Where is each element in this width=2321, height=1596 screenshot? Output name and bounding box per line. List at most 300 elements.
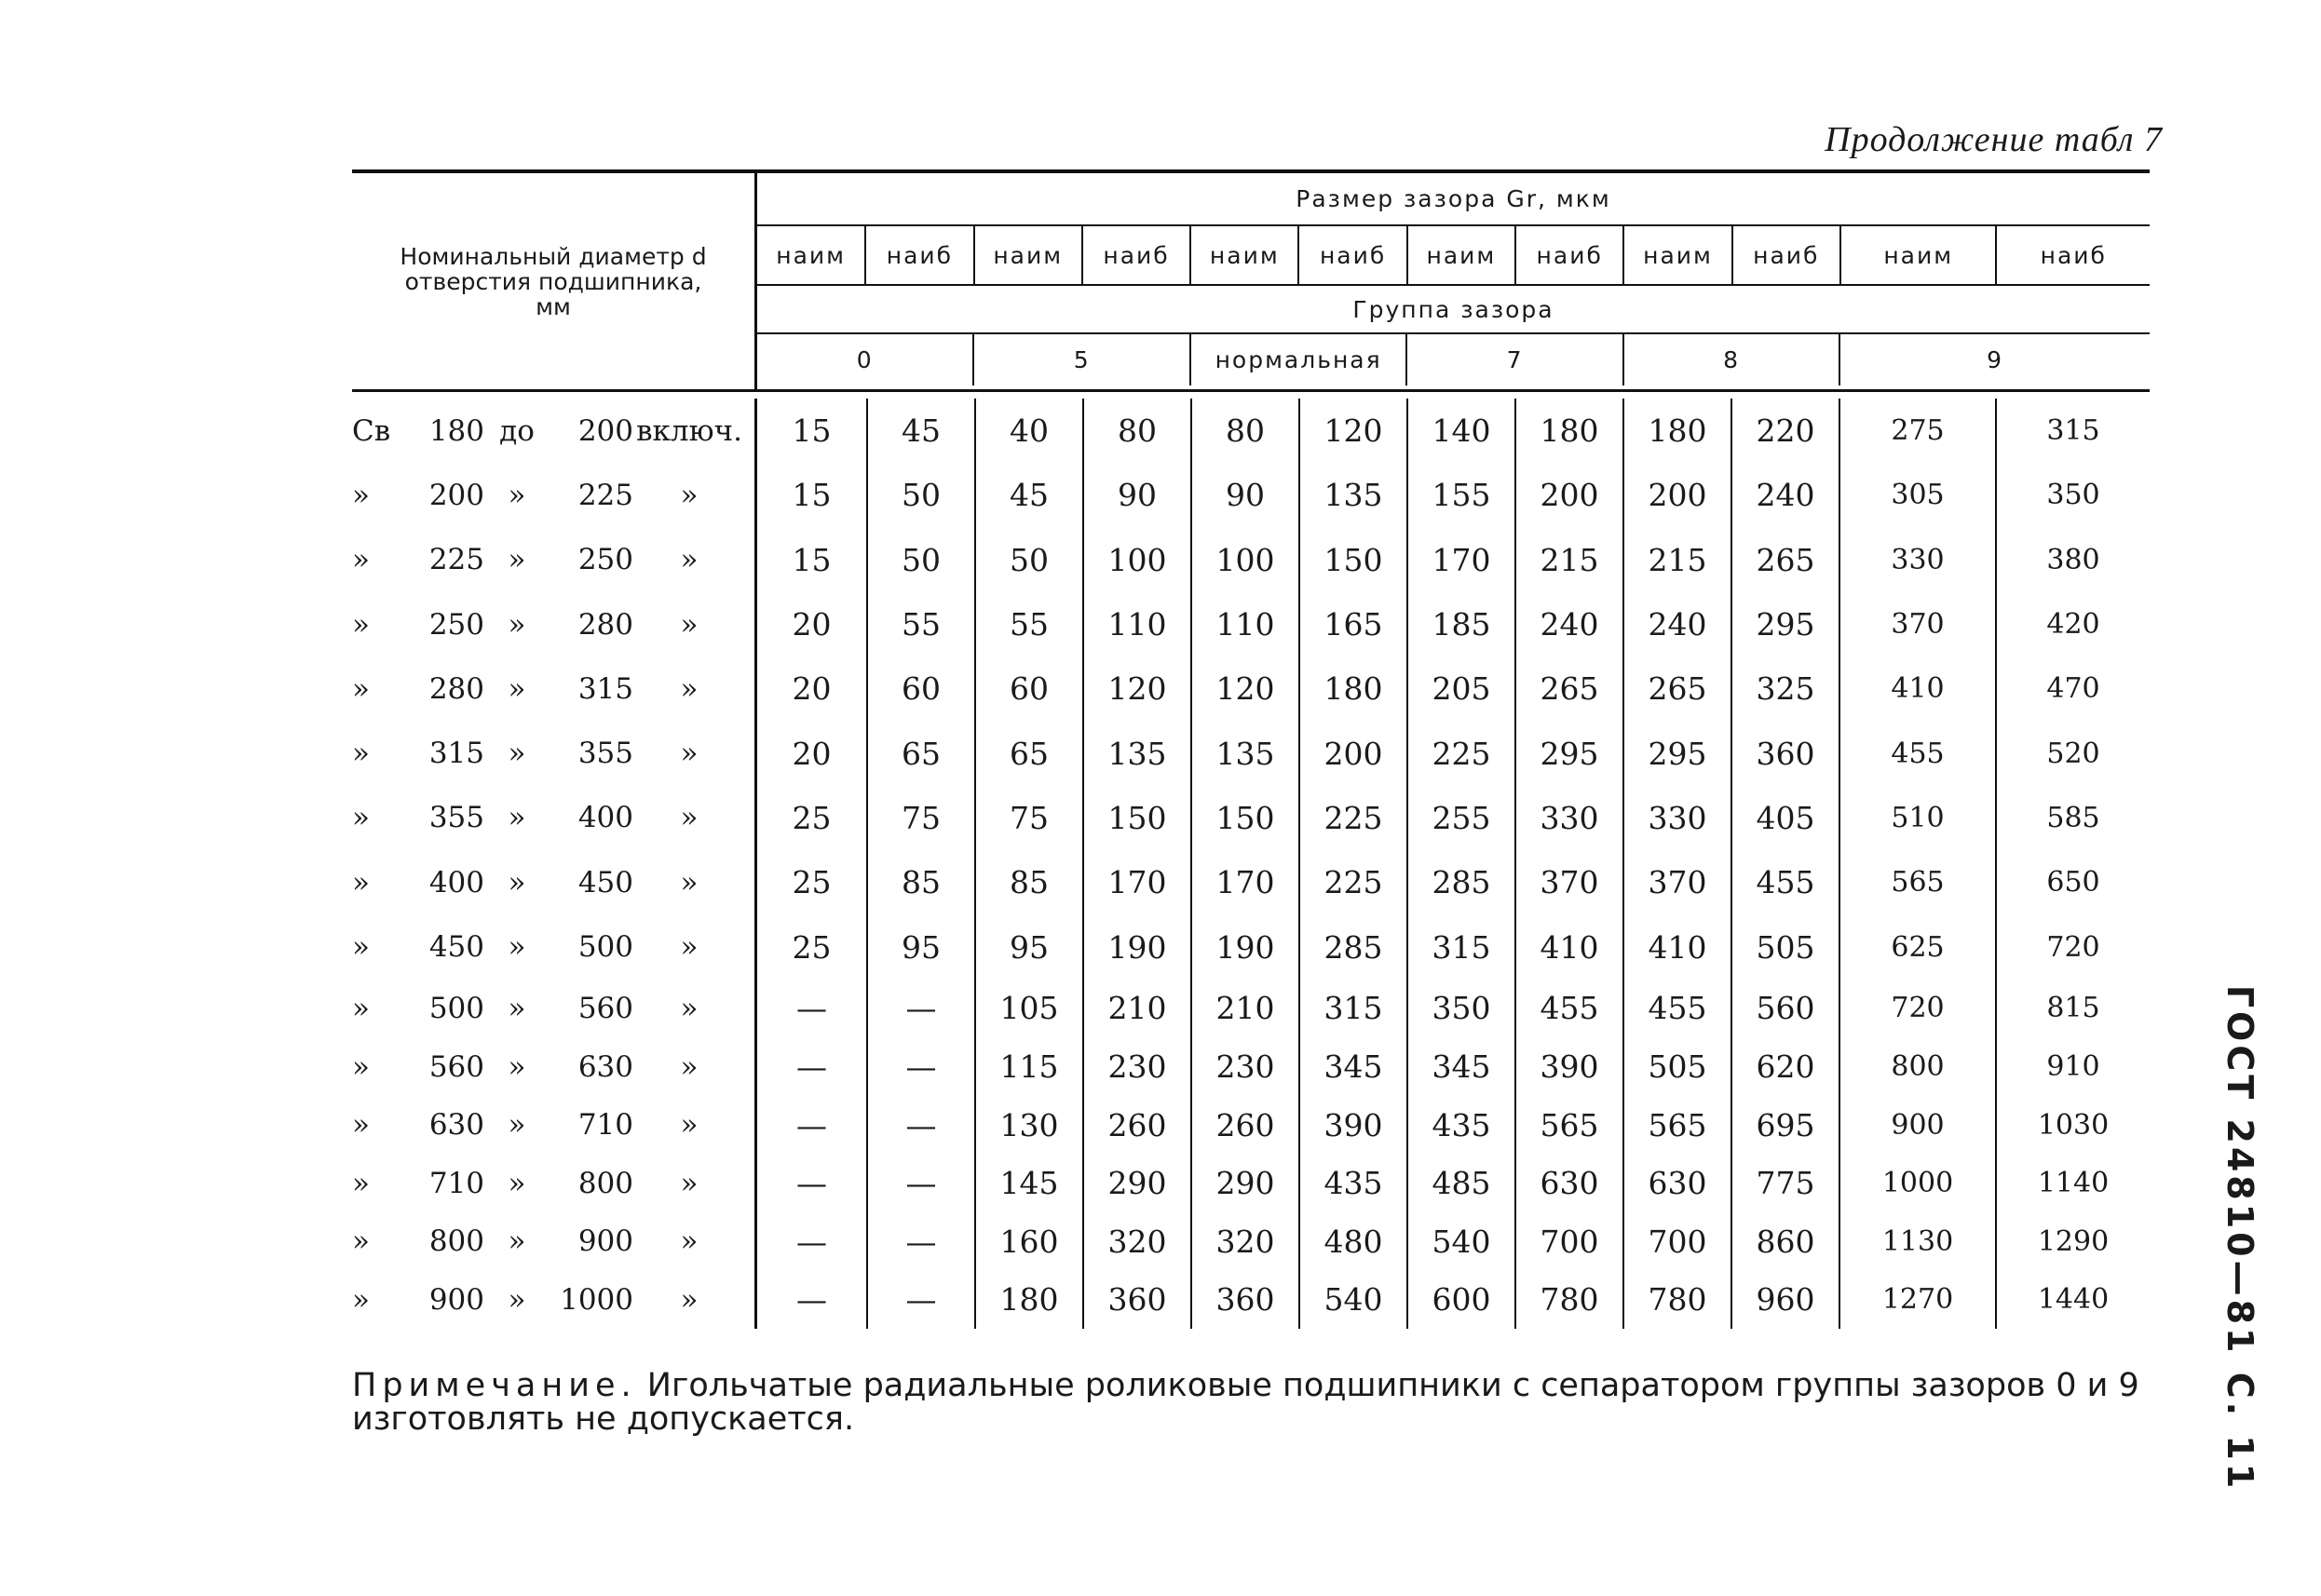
range-prefix: » xyxy=(352,478,370,512)
range-from: 250 xyxy=(428,607,484,642)
min-value: 230 xyxy=(1190,1037,1298,1096)
min-value: 485 xyxy=(1406,1154,1514,1212)
max-value: 720 xyxy=(1995,914,2150,979)
range-to-word: » xyxy=(508,930,526,965)
min-value: 180 xyxy=(1622,399,1731,463)
max-value: — xyxy=(866,1096,974,1155)
min-value: 20 xyxy=(792,735,832,772)
max-value: 150 xyxy=(1298,528,1406,592)
min-value: 700 xyxy=(1622,1212,1731,1271)
min-value: 15 xyxy=(792,413,832,450)
range-suffix: » xyxy=(680,1282,699,1317)
min-value: 370 xyxy=(1622,850,1731,914)
max-value: 295 xyxy=(1731,592,1839,656)
range-to: 500 xyxy=(577,930,633,965)
max-value: 350 xyxy=(1995,463,2150,527)
groups-header-row xyxy=(757,334,2150,385)
page-code-text: ГОСТ 24810—81 С. 11 xyxy=(2219,984,2260,1493)
max-header: наиб xyxy=(1081,226,1189,284)
min-value: 295 xyxy=(1622,721,1731,785)
table-row xyxy=(352,1154,2150,1212)
min-value: 170 xyxy=(1190,850,1298,914)
min-value: 210 xyxy=(1190,980,1298,1038)
max-value: 80 xyxy=(1082,399,1190,463)
max-value: 815 xyxy=(1995,980,2150,1038)
max-value: 320 xyxy=(1082,1212,1190,1271)
clearance-title: Размер зазора Gr, мкм xyxy=(1296,185,1611,212)
min-value: 900 xyxy=(1839,1096,1995,1155)
min-value: 260 xyxy=(1190,1096,1298,1155)
max-value: 360 xyxy=(1082,1271,1190,1330)
diameter-range xyxy=(352,463,757,527)
table-row xyxy=(352,1271,2150,1330)
diameter-range xyxy=(352,786,757,850)
range-to: 630 xyxy=(577,1049,633,1084)
range-to-word: » xyxy=(508,737,526,771)
range-suffix: » xyxy=(680,801,699,835)
max-value: 480 xyxy=(1298,1212,1406,1271)
min-value: 75 xyxy=(974,786,1082,850)
range-to: 400 xyxy=(577,801,633,835)
max-header: наиб xyxy=(1297,226,1405,284)
max-value: 65 xyxy=(866,721,974,785)
max-header: наиб xyxy=(1731,226,1839,284)
range-to: 800 xyxy=(577,1166,633,1200)
min-value: 370 xyxy=(1839,592,1995,656)
min-value: 305 xyxy=(1839,463,1995,527)
range-to: 200 xyxy=(577,413,633,448)
min-value: 225 xyxy=(1406,721,1514,785)
max-value: 410 xyxy=(1514,914,1622,979)
range-prefix: » xyxy=(352,991,370,1025)
range-prefix: » xyxy=(352,1224,370,1259)
note-label: Примечание. xyxy=(352,1367,637,1404)
range-prefix: » xyxy=(352,543,370,577)
table-row xyxy=(352,1212,2150,1271)
range-suffix: » xyxy=(680,737,699,771)
min-header: наим xyxy=(776,241,847,269)
min-value: 25 xyxy=(792,799,832,836)
min-value: 455 xyxy=(1622,980,1731,1038)
min-value: — xyxy=(796,990,827,1027)
min-header: наим xyxy=(1406,226,1514,284)
range-suffix: » xyxy=(680,1166,699,1200)
range-from: 355 xyxy=(428,801,484,835)
range-to-word: » xyxy=(508,671,526,706)
min-value: 55 xyxy=(974,592,1082,656)
max-value: 860 xyxy=(1731,1212,1839,1271)
max-value: 135 xyxy=(1082,721,1190,785)
range-suffix: » xyxy=(680,607,699,642)
range-suffix: » xyxy=(680,1224,699,1259)
max-value: 295 xyxy=(1514,721,1622,785)
min-value: 290 xyxy=(1190,1154,1298,1212)
range-to: 900 xyxy=(577,1224,633,1259)
max-value: 135 xyxy=(1298,463,1406,527)
min-value: 180 xyxy=(974,1271,1082,1330)
range-suffix: » xyxy=(680,671,699,706)
min-value: — xyxy=(796,1223,827,1260)
diameter-range xyxy=(352,656,757,721)
range-from: 225 xyxy=(428,543,484,577)
max-value: 225 xyxy=(1298,786,1406,850)
table-row xyxy=(352,656,2150,721)
table-row xyxy=(352,914,2150,979)
max-value: 95 xyxy=(866,914,974,979)
max-value: 700 xyxy=(1514,1212,1622,1271)
min-value: 1270 xyxy=(1839,1271,1995,1330)
max-value: 230 xyxy=(1082,1037,1190,1096)
min-value: 240 xyxy=(1622,592,1731,656)
min-header: наим xyxy=(1839,226,1996,284)
max-value: 225 xyxy=(1298,850,1406,914)
range-prefix: » xyxy=(352,801,370,835)
max-value: 540 xyxy=(1298,1271,1406,1330)
max-header: наиб xyxy=(1514,226,1622,284)
max-header: наиб xyxy=(864,226,972,284)
min-value: 315 xyxy=(1406,914,1514,979)
diameter-range xyxy=(352,1212,757,1271)
max-value: 90 xyxy=(1082,463,1190,527)
min-value: 100 xyxy=(1190,528,1298,592)
max-value: 50 xyxy=(866,463,974,527)
min-value: 800 xyxy=(1839,1037,1995,1096)
max-value: 285 xyxy=(1298,914,1406,979)
min-header: наим xyxy=(1189,226,1297,284)
table-row xyxy=(352,1037,2150,1096)
group-header: 8 xyxy=(1622,334,1839,385)
max-value: 315 xyxy=(1995,399,2150,463)
table-row xyxy=(352,399,2150,463)
range-prefix: » xyxy=(352,1108,370,1143)
max-value: 240 xyxy=(1514,592,1622,656)
diameter-header-line-1: Номинальный диаметр d xyxy=(400,242,707,270)
min-value: 60 xyxy=(974,656,1082,721)
table-row xyxy=(352,721,2150,785)
range-from: 710 xyxy=(428,1166,484,1200)
range-from: 450 xyxy=(428,930,484,965)
min-value: 135 xyxy=(1190,721,1298,785)
max-value: 390 xyxy=(1298,1096,1406,1155)
range-from: 315 xyxy=(428,737,484,771)
max-value: 325 xyxy=(1731,656,1839,721)
min-value: 215 xyxy=(1622,528,1731,592)
range-prefix: » xyxy=(352,737,370,771)
range-to: 280 xyxy=(577,607,633,642)
table-body xyxy=(352,399,2150,1367)
min-value: 15 xyxy=(792,541,832,578)
diameter-range xyxy=(352,721,757,785)
range-to-word: » xyxy=(508,865,526,899)
table-header xyxy=(352,169,2150,392)
max-value: — xyxy=(866,1154,974,1212)
min-value: 320 xyxy=(1190,1212,1298,1271)
min-value: — xyxy=(796,1106,827,1143)
max-value: 520 xyxy=(1995,721,2150,785)
min-value: 15 xyxy=(792,477,832,514)
max-value: 775 xyxy=(1731,1154,1839,1212)
table-row xyxy=(352,592,2150,656)
min-value: 190 xyxy=(1190,914,1298,979)
continuation-label: Продолжение табл 7 xyxy=(1825,120,2163,159)
max-value: 120 xyxy=(1082,656,1190,721)
min-value: 255 xyxy=(1406,786,1514,850)
range-suffix: » xyxy=(680,930,699,965)
min-max-header-row xyxy=(757,226,2150,286)
range-to: 450 xyxy=(577,865,633,899)
max-value: 240 xyxy=(1731,463,1839,527)
max-value: 565 xyxy=(1514,1096,1622,1155)
max-value: 455 xyxy=(1514,980,1622,1038)
range-to-word: » xyxy=(508,801,526,835)
min-value: 85 xyxy=(974,850,1082,914)
range-to-word: » xyxy=(508,991,526,1025)
min-value: 25 xyxy=(792,928,832,966)
min-value: 265 xyxy=(1622,656,1731,721)
min-value: 95 xyxy=(974,914,1082,979)
range-to-word: » xyxy=(508,1049,526,1084)
range-prefix: » xyxy=(352,1282,370,1317)
max-value: 165 xyxy=(1298,592,1406,656)
min-header: наим xyxy=(973,226,1081,284)
min-value: 110 xyxy=(1190,592,1298,656)
range-to-word: до xyxy=(499,413,535,448)
min-value: 565 xyxy=(1622,1096,1731,1155)
range-from: 400 xyxy=(428,865,484,899)
min-value: 45 xyxy=(974,463,1082,527)
max-value: 380 xyxy=(1995,528,2150,592)
diameter-header-line-2: отверстия подшипника, xyxy=(404,267,702,295)
range-to-word: » xyxy=(508,478,526,512)
min-value: 510 xyxy=(1839,786,1995,850)
range-from: 630 xyxy=(428,1108,484,1143)
max-value: — xyxy=(866,1037,974,1096)
min-value: 565 xyxy=(1839,850,1995,914)
max-value: 330 xyxy=(1514,786,1622,850)
max-value: 170 xyxy=(1082,850,1190,914)
min-value: — xyxy=(796,1281,827,1319)
diameter-range xyxy=(352,1271,757,1330)
range-prefix: » xyxy=(352,607,370,642)
min-value: 350 xyxy=(1406,980,1514,1038)
min-value: 40 xyxy=(974,399,1082,463)
min-value: 185 xyxy=(1406,592,1514,656)
range-from: 280 xyxy=(428,671,484,706)
max-value: 470 xyxy=(1995,656,2150,721)
range-to: 1000 xyxy=(560,1282,633,1317)
min-value: 155 xyxy=(1406,463,1514,527)
max-value: 60 xyxy=(866,656,974,721)
table-row xyxy=(352,463,2150,527)
range-suffix: » xyxy=(680,478,699,512)
max-value: 265 xyxy=(1731,528,1839,592)
max-header: наиб xyxy=(1995,226,2150,284)
max-value: 200 xyxy=(1514,463,1622,527)
max-value: 150 xyxy=(1082,786,1190,850)
max-value: 420 xyxy=(1995,592,2150,656)
range-suffix: » xyxy=(680,991,699,1025)
table-row xyxy=(352,980,2150,1038)
max-value: 200 xyxy=(1298,721,1406,785)
max-value: 220 xyxy=(1731,399,1839,463)
diameter-range xyxy=(352,850,757,914)
range-to: 250 xyxy=(577,543,633,577)
min-value: 330 xyxy=(1622,786,1731,850)
range-prefix: Св xyxy=(352,413,391,448)
max-value: 1030 xyxy=(1995,1096,2150,1155)
range-suffix: включ. xyxy=(636,413,742,448)
range-from: 800 xyxy=(428,1224,484,1259)
max-value: — xyxy=(866,1271,974,1330)
max-value: 620 xyxy=(1731,1037,1839,1096)
min-value: 115 xyxy=(974,1037,1082,1096)
min-value: 65 xyxy=(974,721,1082,785)
max-value: 110 xyxy=(1082,592,1190,656)
min-value: 625 xyxy=(1839,914,1995,979)
max-value: 315 xyxy=(1298,980,1406,1038)
group-header: 9 xyxy=(1839,334,2150,385)
max-value: 50 xyxy=(866,528,974,592)
min-value: — xyxy=(796,1048,827,1086)
diameter-range xyxy=(352,1037,757,1096)
range-to-word: » xyxy=(508,543,526,577)
range-to: 225 xyxy=(577,478,633,512)
min-value: 80 xyxy=(1190,399,1298,463)
max-value: 120 xyxy=(1298,399,1406,463)
group-header: 0 xyxy=(856,346,874,373)
min-value: 170 xyxy=(1406,528,1514,592)
max-value: 260 xyxy=(1082,1096,1190,1155)
max-value: 585 xyxy=(1995,786,2150,850)
max-value: — xyxy=(866,980,974,1038)
min-value: 150 xyxy=(1190,786,1298,850)
max-value: 45 xyxy=(866,399,974,463)
diameter-range xyxy=(352,528,757,592)
group-header: нормальная xyxy=(1189,334,1405,385)
range-from: 180 xyxy=(428,413,484,448)
note-text: Игольчатые радиальные роликовые подшипники с сепаратором группы зазоров 0 и 9 изготовлять не допускается. xyxy=(352,1367,2139,1438)
min-value: 540 xyxy=(1406,1212,1514,1271)
diameter-range xyxy=(352,592,757,656)
range-to-word: » xyxy=(508,1108,526,1143)
min-value: 130 xyxy=(974,1096,1082,1155)
max-value: 265 xyxy=(1514,656,1622,721)
min-value: 455 xyxy=(1839,721,1995,785)
range-prefix: » xyxy=(352,930,370,965)
max-value: 180 xyxy=(1298,656,1406,721)
min-value: 410 xyxy=(1622,914,1731,979)
diameter-range xyxy=(352,914,757,979)
range-from: 200 xyxy=(428,478,484,512)
min-value: — xyxy=(796,1165,827,1202)
min-value: 90 xyxy=(1190,463,1298,527)
max-value: 1440 xyxy=(1995,1271,2150,1330)
max-value: 210 xyxy=(1082,980,1190,1038)
max-value: 910 xyxy=(1995,1037,2150,1096)
range-prefix: » xyxy=(352,1166,370,1200)
min-value: 275 xyxy=(1839,399,1995,463)
min-value: 160 xyxy=(974,1212,1082,1271)
range-suffix: » xyxy=(680,543,699,577)
max-value: 360 xyxy=(1731,721,1839,785)
max-value: 630 xyxy=(1514,1154,1622,1212)
min-value: 435 xyxy=(1406,1096,1514,1155)
max-value: 85 xyxy=(866,850,974,914)
min-value: 20 xyxy=(792,606,832,643)
range-prefix: » xyxy=(352,865,370,899)
max-value: 290 xyxy=(1082,1154,1190,1212)
max-value: 455 xyxy=(1731,850,1839,914)
range-to: 355 xyxy=(577,737,633,771)
min-value: 25 xyxy=(792,864,832,901)
range-suffix: » xyxy=(680,1049,699,1084)
min-value: 120 xyxy=(1190,656,1298,721)
min-value: 780 xyxy=(1622,1271,1731,1330)
max-value: 180 xyxy=(1514,399,1622,463)
table-row xyxy=(352,850,2150,914)
range-to: 560 xyxy=(577,991,633,1025)
min-value: 720 xyxy=(1839,980,1995,1038)
range-to: 315 xyxy=(577,671,633,706)
max-value: 390 xyxy=(1514,1037,1622,1096)
range-suffix: » xyxy=(680,1108,699,1143)
group-title: Группа зазора xyxy=(1352,295,1554,323)
min-value: 330 xyxy=(1839,528,1995,592)
max-value: 345 xyxy=(1298,1037,1406,1096)
page-code xyxy=(2207,984,2273,1493)
max-value: 55 xyxy=(866,592,974,656)
max-value: 650 xyxy=(1995,850,2150,914)
min-value: 145 xyxy=(974,1154,1082,1212)
min-value: 140 xyxy=(1406,399,1514,463)
min-value: 105 xyxy=(974,980,1082,1038)
table-row xyxy=(352,1096,2150,1155)
max-value: 370 xyxy=(1514,850,1622,914)
diameter-range xyxy=(352,980,757,1038)
diameter-header-line-3: мм xyxy=(536,292,571,320)
max-value: 75 xyxy=(866,786,974,850)
max-value: 560 xyxy=(1731,980,1839,1038)
note xyxy=(352,1369,2150,1436)
max-value: — xyxy=(866,1212,974,1271)
min-value: 360 xyxy=(1190,1271,1298,1330)
diameter-range xyxy=(352,1096,757,1155)
table-row xyxy=(352,528,2150,592)
group-header: 7 xyxy=(1405,334,1622,385)
max-value: 780 xyxy=(1514,1271,1622,1330)
min-value: 600 xyxy=(1406,1271,1514,1330)
max-value: 505 xyxy=(1731,914,1839,979)
range-to-word: » xyxy=(508,1224,526,1259)
min-value: 1130 xyxy=(1839,1212,1995,1271)
range-prefix: » xyxy=(352,1049,370,1084)
diameter-range xyxy=(352,1154,757,1212)
table-row xyxy=(352,786,2150,850)
max-value: 435 xyxy=(1298,1154,1406,1212)
range-prefix: » xyxy=(352,671,370,706)
max-value: 960 xyxy=(1731,1271,1839,1330)
min-value: 345 xyxy=(1406,1037,1514,1096)
diameter-range xyxy=(352,399,757,463)
max-value: 695 xyxy=(1731,1096,1839,1155)
min-value: 285 xyxy=(1406,850,1514,914)
min-value: 200 xyxy=(1622,463,1731,527)
max-value: 1290 xyxy=(1995,1212,2150,1271)
range-from: 560 xyxy=(428,1049,484,1084)
range-from: 900 xyxy=(428,1282,484,1317)
range-to: 710 xyxy=(577,1108,633,1143)
range-to-word: » xyxy=(508,1282,526,1317)
